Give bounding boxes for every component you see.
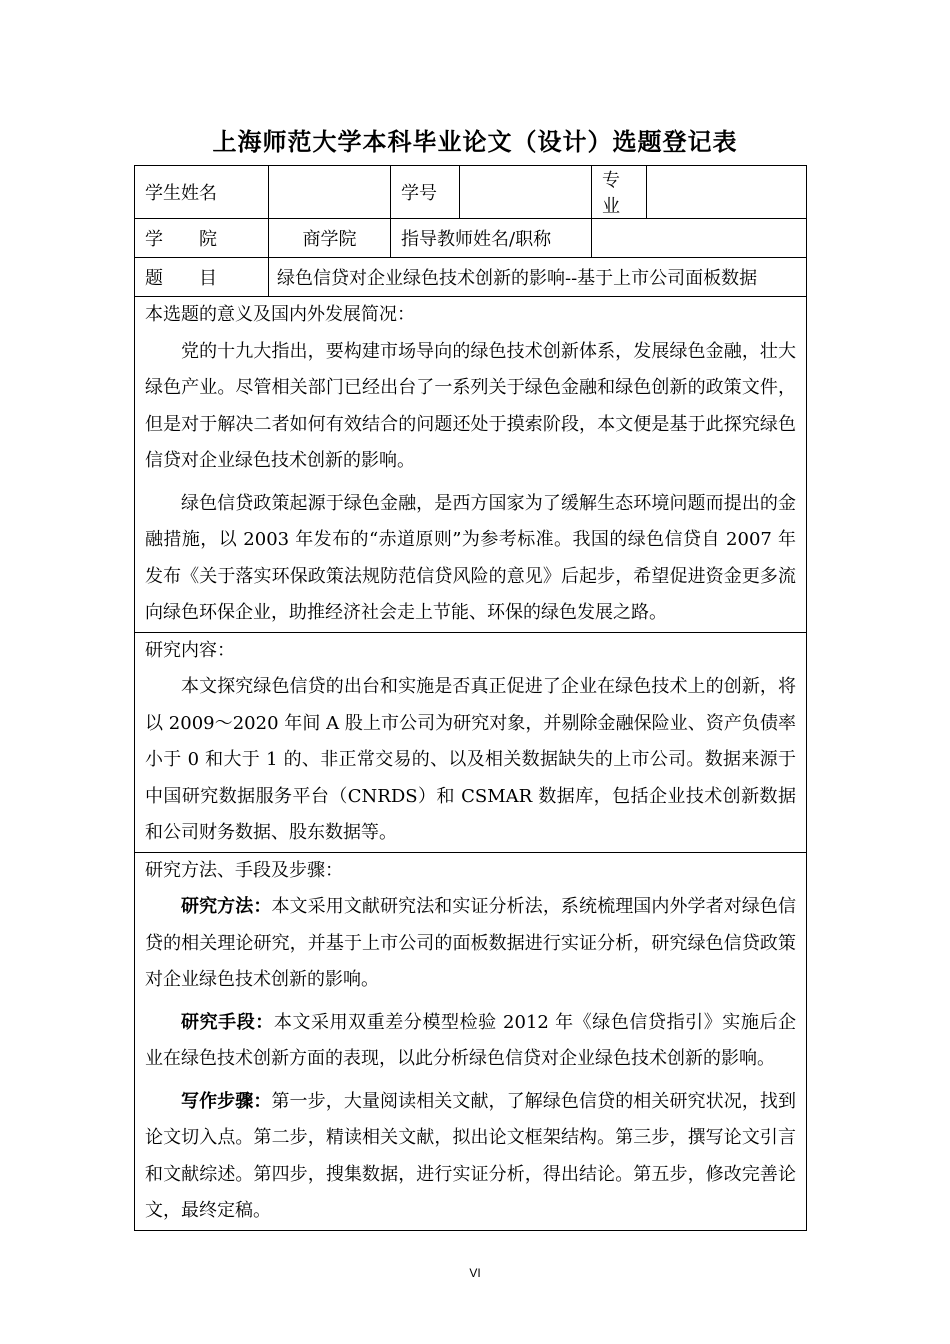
methods-section — [135, 852, 807, 1230]
steps-text: 第一步，大量阅读相关文献，了解绿色信贷的相关研究状况，找到论文切入点。第二步，精读相关文献，拟出论文框架结构。第三步，撰写论文引言和文献综述。第四步，搜集数据，进行实证分析，得出结论。第五步，修改完善论文，最终定稿。 — [145, 1090, 797, 1221]
form-title: 上海师范大学本科毕业论文（设计）选题登记表 — [212, 127, 738, 156]
significance-paragraph-1: 党的十九大指出，要构建市场导向的绿色技术创新体系，发展绿色金融，壮大绿色产业。尽管相关部门已经出台了一系列关于绿色金融和绿色创新的政策文件，但是对于解决二者如何有效结合的问题还处于摸索阶段，本文便是基于此探究绿色信贷对企业绿色技术创新的影响。 — [145, 340, 796, 471]
student-name-label: 学生姓名 — [135, 166, 269, 219]
steps-label: 写作步骤： — [181, 1090, 272, 1112]
methods-heading: 研究方法、手段及步骤： — [145, 859, 343, 881]
student-id-label: 学号 — [391, 166, 460, 219]
method-paragraph — [145, 889, 796, 999]
steps-paragraph — [145, 1084, 796, 1230]
significance-heading: 本选题的意义及国内外发展简况： — [145, 304, 415, 325]
form-row-content — [135, 632, 807, 852]
form-row-significance — [135, 297, 807, 633]
college-label: 学 院 — [135, 219, 269, 258]
topic-value: 绿色信贷对企业绿色技术创新的影响--基于上市公司面板数据 — [269, 258, 807, 297]
significance-paragraph-2: 绿色信贷政策起源于绿色金融，是西方国家为了缓解生态环境问题而提出的金融措施，以 2003 年发布的“赤道原则”为参考标准。我国的绿色信贷自 2007 年发布《关于落实环保政策法规防范信贷风险的意见》后起步，希望促进资金更多流向绿色环保企业，助推经济社会走上节能、环保的绿色发展之路。 — [145, 492, 796, 623]
college-value: 商学院 — [269, 219, 391, 258]
means-label: 研究手段： — [181, 1011, 274, 1033]
form-row-college — [135, 219, 807, 258]
means-paragraph — [145, 1005, 796, 1078]
advisor-label: 指导教师姓名/职称 — [391, 219, 592, 258]
topic-label: 题 目 — [135, 258, 269, 297]
student-id-field[interactable] — [460, 166, 592, 219]
method-label: 研究方法： — [181, 896, 272, 917]
form-row-student — [135, 166, 807, 219]
advisor-field[interactable] — [592, 219, 807, 258]
form-row-methods — [135, 852, 807, 1230]
content-paragraph: 本文探究绿色信贷的出台和实施是否真正促进了企业在绿色技术上的创新，将以 2009～2020 年间 A 股上市公司为研究对象，并剔除金融保险业、资产负债率小于 0 和大于 1 的、非正常交易的、以及相关数据缺失的上市公司。数据来源于中国研究数据服务平台（CNRDS）和 CSMAR 数据库，包括企业技术创新数据和公司财务数据、股东数据等。 — [145, 676, 796, 843]
means-text: 本文采用双重差分模型检验 2012 年《绿色信贷指引》实施后企业在绿色技术创新方面的表现，以此分析绿色信贷对企业绿色技术创新的影响。 — [145, 1011, 797, 1069]
significance-section — [135, 297, 807, 633]
content-heading: 研究内容： — [145, 639, 235, 661]
method-text: 本文采用文献研究法和实证分析法，系统梳理国内外学者对绿色信贷的相关理论研究，并基于上市公司的面板数据进行实证分析，研究绿色信贷政策对企业绿色技术创新的影响。 — [145, 896, 797, 990]
registration-form-table — [134, 165, 807, 1231]
form-row-topic — [135, 258, 807, 297]
student-name-field[interactable] — [269, 166, 391, 219]
content-section — [135, 632, 807, 852]
major-field[interactable] — [647, 166, 807, 219]
major-label: 专业 — [592, 166, 647, 219]
page-number: VI — [469, 1266, 481, 1280]
